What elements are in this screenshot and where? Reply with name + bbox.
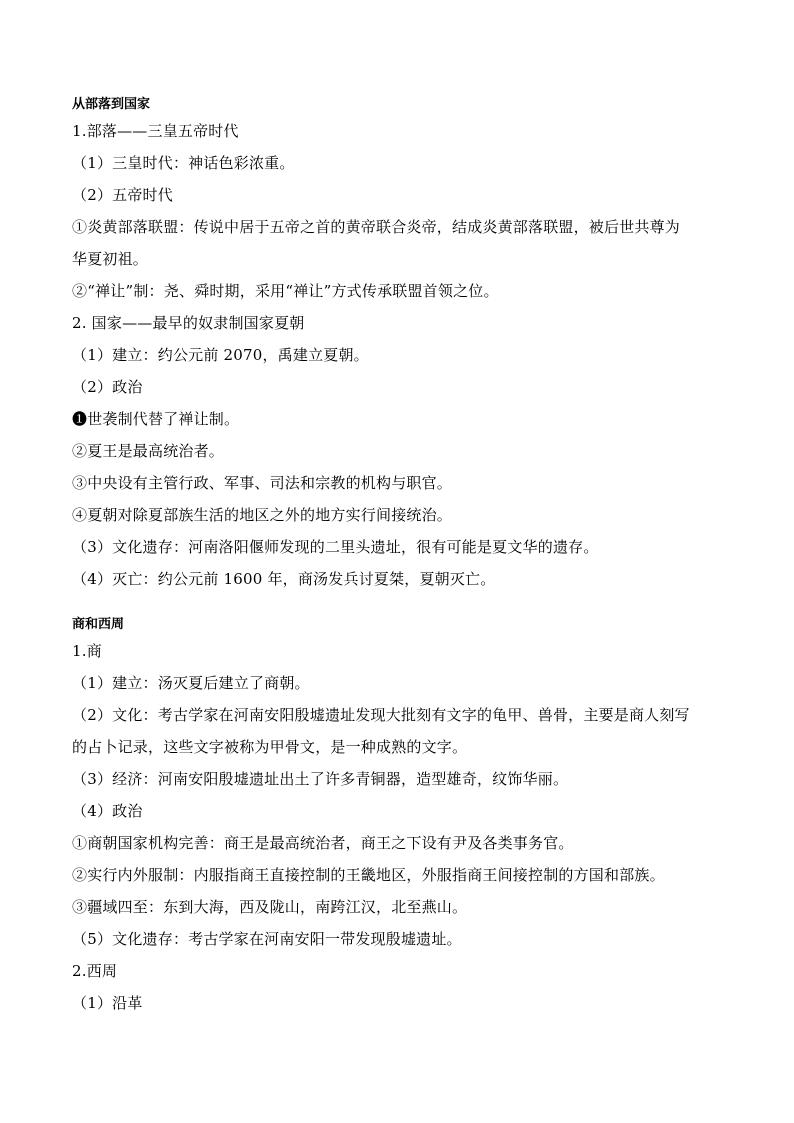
text-line: ❶世袭制代替了禅让制。 <box>72 410 240 428</box>
text-line: 的占卜记录，这些文字被称为甲骨文，是一种成熟的文字。 <box>72 738 468 756</box>
text-line: （4）灭亡：约公元前 1600 年，商汤发兵讨夏桀，夏朝灭亡。 <box>72 570 496 588</box>
text-line: ②夏王是最高统治者。 <box>72 442 225 460</box>
text-line: （2）文化：考古学家在河南安阳殷墟遗址发现大批刻有文字的龟甲、兽骨，主要是商人刻写 <box>72 706 690 724</box>
text-line: （1）建立：汤灭夏后建立了商朝。 <box>72 674 310 692</box>
text-line: （2）政治 <box>72 378 143 396</box>
text-line: （1）建立：约公元前 2070，禹建立夏朝。 <box>72 346 369 364</box>
text-line: 华夏初祖。 <box>72 250 149 268</box>
text-line: ①炎黄部落联盟：传说中居于五帝之首的黄帝联合炎帝，结成炎黄部落联盟，被后世共尊为 <box>72 218 681 236</box>
text-line: ④夏朝对除夏部族生活的地区之外的地方实行间接统治。 <box>72 506 453 524</box>
text-line: 2. 国家——最早的奴隶制国家夏朝 <box>72 314 305 332</box>
section-title: 商和西周 <box>72 617 125 632</box>
text-line: （3）文化遗存：河南洛阳偃师发现的二里头遗址，很有可能是夏文华的遗存。 <box>72 538 599 556</box>
text-line: ③疆域四至：东到大海，西及陇山，南跨江汉，北至燕山。 <box>72 898 468 916</box>
text-line: ②实行内外服制：内服指商王直接控制的王畿地区，外服指商王间接控制的方国和部族。 <box>72 866 665 884</box>
text-line: （1）沿革 <box>72 994 143 1012</box>
text-line: ②“禅让”制：尧、舜时期，采用“禅让”方式传承联盟首领之位。 <box>72 282 499 300</box>
section-gap <box>72 595 722 615</box>
text-line: （2）五帝时代 <box>72 186 173 204</box>
text-line: 2.西周 <box>72 962 118 980</box>
section-title: 从部落到国家 <box>72 97 151 112</box>
text-line: ①商朝国家机构完善：商王是最高统治者，商王之下设有尹及各类事务官。 <box>72 834 574 852</box>
text-line: 1.部落——三皇五帝时代 <box>72 122 239 140</box>
text-line: 1.商 <box>72 642 102 660</box>
text-line: （3）经济：河南安阳殷墟遗址出土了许多青铜器，造型雄奇，纹饰华丽。 <box>72 770 569 788</box>
text-line: （5）文化遗存：考古学家在河南安阳一带发现殷墟遗址。 <box>72 930 462 948</box>
text-line: （4）政治 <box>72 802 143 820</box>
document-page <box>72 95 722 1019</box>
text-line: ③中央设有主管行政、军事、司法和宗教的机构与职官。 <box>72 474 453 492</box>
text-line: （1）三皇时代：神话色彩浓重。 <box>72 154 295 172</box>
